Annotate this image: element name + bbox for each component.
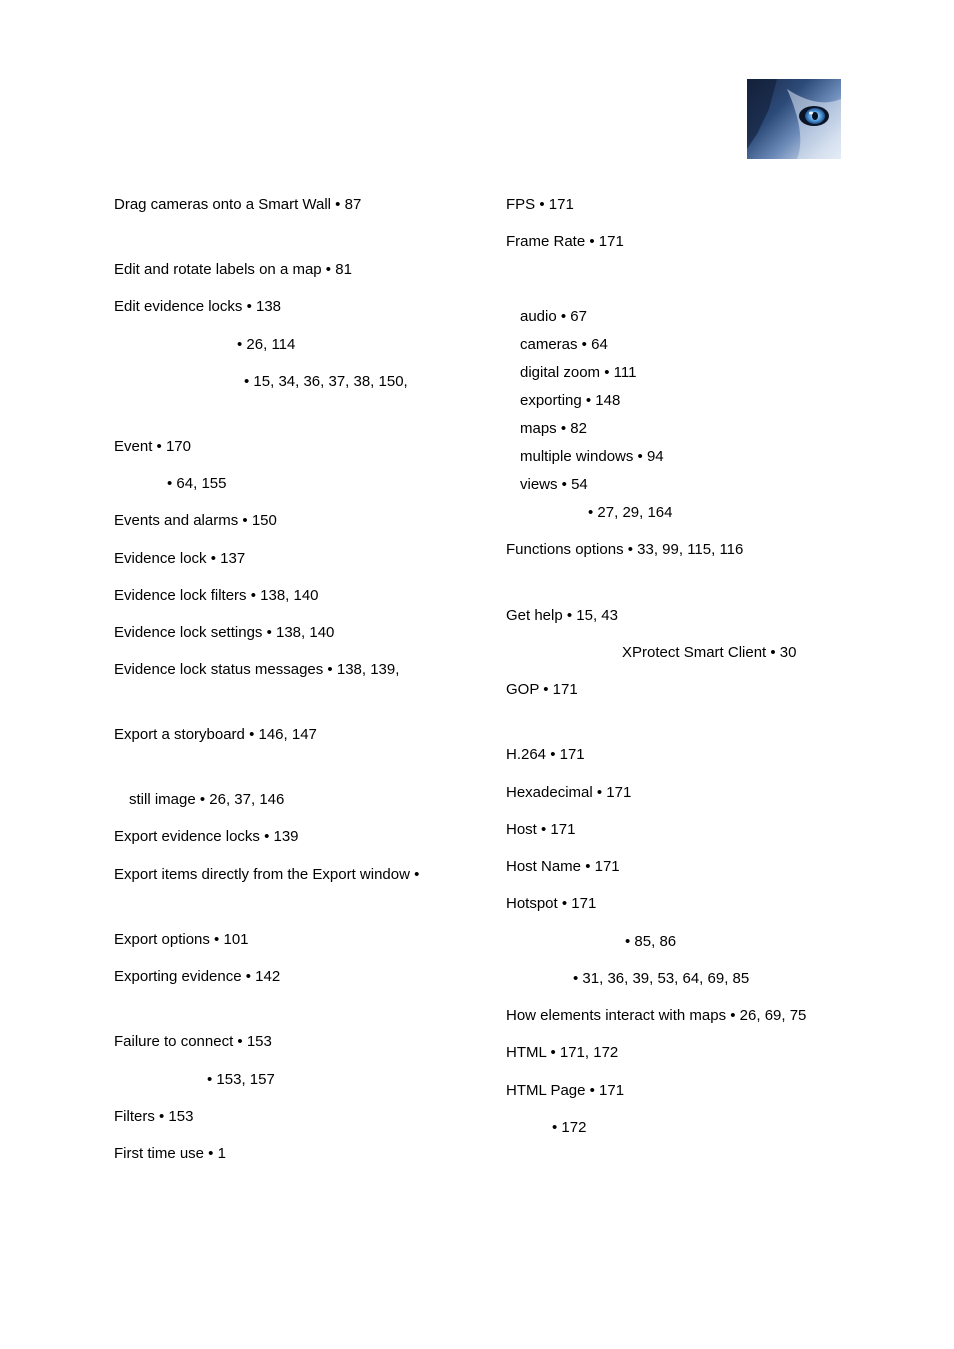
index-entry-pages: • 27, 29, 164 — [588, 504, 673, 521]
index-entry-pages: • 15, 34, 36, 37, 38, 150, — [244, 373, 408, 390]
index-subentry: multiple windows • 94 — [520, 448, 664, 465]
index-entry: H.264 • 171 — [506, 746, 585, 763]
index-entry: Get help • 15, 43 — [506, 607, 618, 624]
index-subentry: still image • 26, 37, 146 — [129, 791, 285, 808]
wolf-eye-logo-icon — [747, 79, 841, 159]
index-entry: Frame Rate • 171 — [506, 233, 624, 250]
index-entry: Hotspot • 171 — [506, 895, 597, 912]
index-entry: Export options • 101 — [114, 931, 249, 948]
index-entry: Export items directly from the Export window • — [114, 866, 420, 883]
index-entry: Evidence lock filters • 138, 140 — [114, 587, 319, 604]
index-entry-pages: • 153, 157 — [207, 1071, 275, 1088]
index-subentry: cameras • 64 — [520, 336, 608, 353]
index-entry: Evidence lock settings • 138, 140 — [114, 624, 335, 641]
index-entry-pages: • 31, 36, 39, 53, 64, 69, 85 — [573, 970, 750, 987]
index-entry: Host Name • 171 — [506, 858, 620, 875]
index-entry: Event • 170 — [114, 438, 191, 455]
index-entry-pages: • 64, 155 — [167, 475, 227, 492]
index-entry: Host • 171 — [506, 821, 576, 838]
index-entry: Export evidence locks • 139 — [114, 828, 299, 845]
index-entry: Filters • 153 — [114, 1108, 194, 1125]
index-entry: HTML Page • 171 — [506, 1082, 625, 1099]
index-entry: Failure to connect • 153 — [114, 1033, 272, 1050]
index-entry: HTML • 171, 172 — [506, 1044, 619, 1061]
index-entry: Export a storyboard • 146, 147 — [114, 726, 317, 743]
index-entry: Edit evidence locks • 138 — [114, 298, 282, 315]
index-entry: How elements interact with maps • 26, 69, 75 — [506, 1007, 807, 1024]
index-entry: Events and alarms • 150 — [114, 512, 277, 529]
index-entry: Hexadecimal • 171 — [506, 784, 632, 801]
index-subentry: maps • 82 — [520, 420, 587, 437]
index-entry: GOP • 171 — [506, 681, 578, 698]
index-entry: Evidence lock status messages • 138, 139, — [114, 661, 400, 678]
index-entry: Edit and rotate labels on a map • 81 — [114, 261, 352, 278]
index-entry-pages: • 85, 86 — [625, 933, 677, 950]
index-subentry: digital zoom • 111 — [520, 364, 637, 381]
index-entry: Exporting evidence • 142 — [114, 968, 281, 985]
index-entry-pages: • 172 — [552, 1119, 587, 1136]
index-entry: FPS • 171 — [506, 196, 574, 213]
index-subentry: views • 54 — [520, 476, 588, 493]
index-subentry: audio • 67 — [520, 308, 587, 325]
index-entry-pages: XProtect Smart Client • 30 — [622, 644, 797, 661]
index-entry: Drag cameras onto a Smart Wall • 87 — [114, 196, 362, 213]
index-subentry: exporting • 148 — [520, 392, 621, 409]
index-entry: First time use • 1 — [114, 1145, 226, 1162]
index-entry: Functions options • 33, 99, 115, 116 — [506, 541, 744, 558]
index-entry-pages: • 26, 114 — [237, 336, 296, 353]
index-entry: Evidence lock • 137 — [114, 550, 246, 567]
